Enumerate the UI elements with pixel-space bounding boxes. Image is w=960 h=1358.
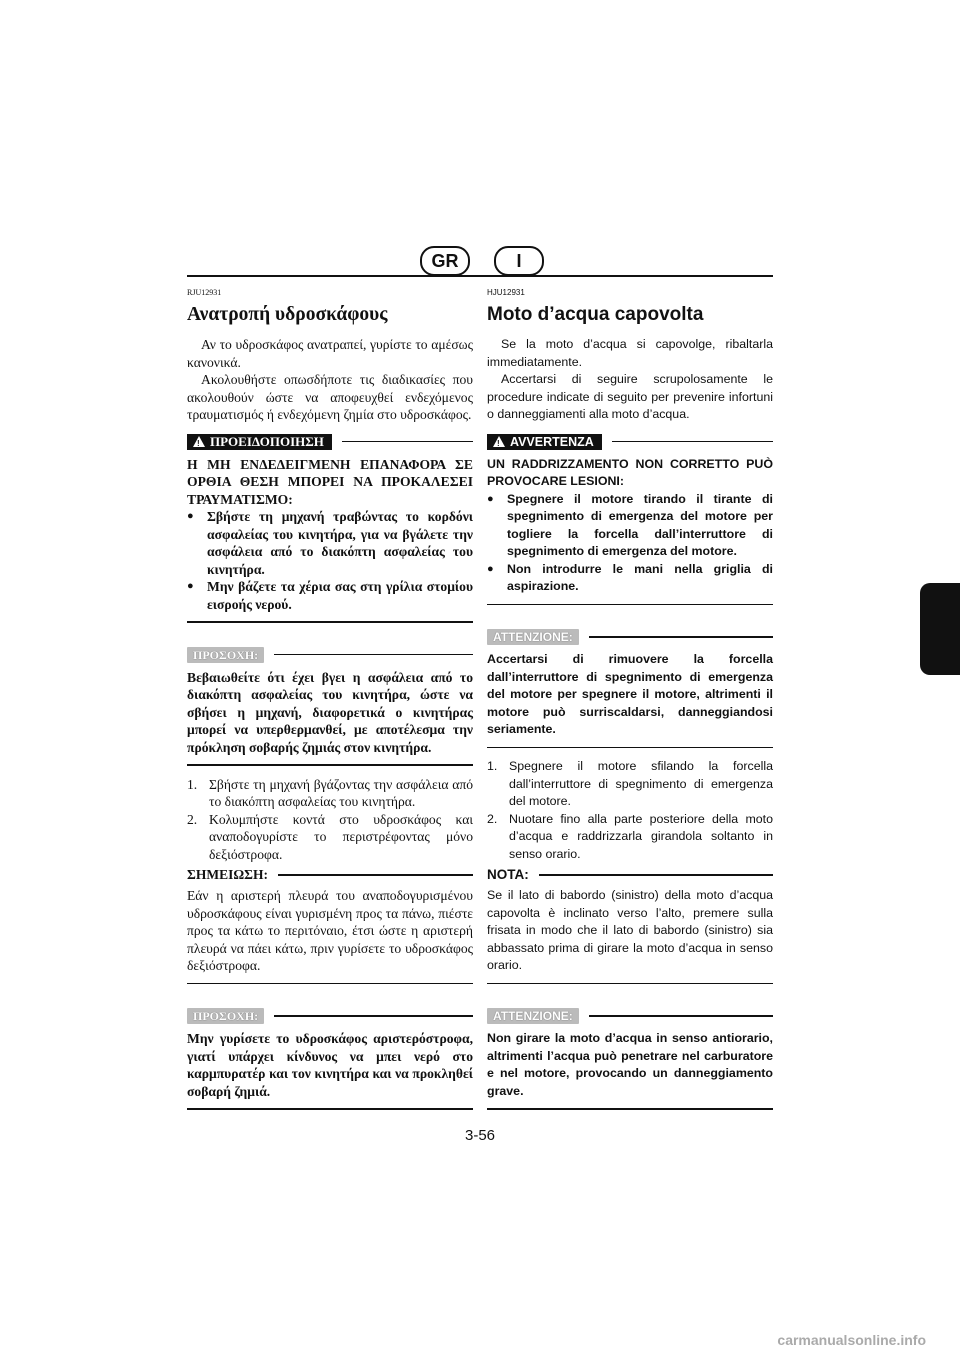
note-text: Εάν η αριστερή πλευρά του αναποδογυρισμένου υδροσκάφους είναι γυρισμένη προς τα πάνω, πιέστε προς τα κάτω το περιτόναιο, έτσι ώστε η αριστερή πλευρά να πάει κάτω, πριν γυρίσετε το υδροσκάφος δεξιόστροφα. bbox=[187, 888, 473, 973]
divider bbox=[187, 764, 473, 766]
steps-list bbox=[187, 776, 473, 864]
list-item: ● Μην βάζετε τα χέρια σας στη γρίλια στομίου εισροής νερού. bbox=[187, 578, 473, 613]
language-badge-it: I bbox=[494, 246, 544, 276]
warning-label: ΠΡΟΕΙΔΟΠΟΙΗΣΗ bbox=[210, 433, 324, 449]
warning-header bbox=[187, 434, 473, 450]
divider bbox=[487, 747, 773, 749]
paragraph: Se la moto d’acqua si capovolge, ribaltarla immediatamente. bbox=[487, 337, 773, 369]
caution-header bbox=[187, 647, 473, 663]
italian-column bbox=[487, 288, 773, 1110]
section-code: RJU12931 bbox=[187, 288, 222, 297]
caution-badge: ATTENZIONE: bbox=[487, 629, 579, 645]
note-header bbox=[487, 867, 773, 883]
warning-list bbox=[487, 491, 773, 596]
caution-text: Μην γυρίσετε το υδροσκάφος αριστερόστροφα, γιατί υπάρχει κίνδυνος να μπει νερό στο καρμπυρατέρ και τον κινητήρα και να προκληθεί σοβαρή ζημιά. bbox=[187, 1031, 473, 1099]
section-title: Moto d’acqua capovolta bbox=[487, 304, 704, 325]
warning-text: UN RADDRIZZAMENTO NON CORRETTO PUÒ PROVOCARE LESIONI: bbox=[487, 456, 773, 488]
caution-badge: ΠΡΟΣΟΧΗ: bbox=[187, 647, 264, 663]
caution-header bbox=[187, 1008, 473, 1024]
caution-badge: ATTENZIONE: bbox=[487, 1008, 579, 1024]
note-text: Se il lato di babordo (sinistro) della moto d’acqua capovolta è inclinato verso l’alto, premere sulla frisata in modo che il lato di babordo (sinistro) sia abbassato prima di girare la moto d’acqua in senso orario. bbox=[487, 888, 773, 972]
caution-text: Accertarsi di rimuovere la forcella dall’interruttore di spegnimento di emergenza del motore per spegnere il motore, altrimenti il motore può surriscaldarsi, danneggiandosi seriamente. bbox=[487, 652, 773, 736]
warning-badge bbox=[487, 434, 602, 450]
note-label: NOTA: bbox=[487, 867, 529, 882]
warning-list bbox=[187, 508, 473, 613]
warning-triangle-icon bbox=[493, 436, 505, 447]
divider bbox=[487, 1108, 773, 1110]
warning-label: AVVERTENZA bbox=[510, 434, 594, 449]
caution-text: Βεβαιωθείτε ότι έχει βγει η ασφάλεια από το διακόπτη ασφαλείας του κινητήρα, ώστε να σβήσει η μηχανή, διαφορετικά ο κινητήρας μπορεί να υπερθερμανθεί, με αποτέλεσμα την πρόκληση σοβαρής ζημιάς στον κινητήρα. bbox=[187, 669, 473, 755]
paragraph: Accertarsi di seguire scrupolosamente le procedure indicate di seguito per prevenire infortuni o danneggiamenti alla moto d’acqua. bbox=[487, 372, 773, 421]
list-item: ● Σβήστε τη μηχανή τραβώντας το κορδόνι ασφαλείας του κινητήρα, για να βγάλετε την ασφάλεια από το διακόπτη ασφαλείας του κινητήρα. bbox=[187, 508, 473, 578]
header-rule bbox=[187, 275, 773, 277]
greek-column bbox=[187, 288, 473, 1110]
page-number: 3-56 bbox=[464, 1127, 496, 1144]
note-label: ΣΗΜΕΙΩΣΗ: bbox=[187, 867, 268, 882]
caution-text: Non girare la moto d’acqua in senso antiorario, altrimenti l’acqua può penetrare nel carburatore e nel motore, provocando un danneggiamento grave. bbox=[487, 1031, 773, 1098]
warning-header bbox=[487, 434, 773, 450]
divider bbox=[187, 1108, 473, 1110]
paragraph: Ακολουθήστε οπωσδήποτε τις διαδικασίες που ακολουθούν ώστε να αποφευχθεί ενδεχόμενος τραυματισμός ή ενδεχόμενη ζημία στο υδροσκάφος. bbox=[187, 372, 473, 422]
warning-badge bbox=[187, 434, 332, 450]
paragraph: Αν το υδροσκάφος ανατραπεί, γυρίστε το αμέσως κανονικά. bbox=[187, 337, 473, 370]
caution-header bbox=[487, 629, 773, 645]
list-item: 2. Κολυμπήστε κοντά στο υδροσκάφος και αναποδογυρίστε το περιστρέφοντας μόνο δεξιόστροφα. bbox=[187, 811, 473, 862]
steps-list bbox=[487, 758, 773, 863]
list-item: ● Spegnere il motore tirando il tirante di spegnimento di emergenza del motore per togliere la forcella dall’interruttore di spegnimento di emergenza del motore. bbox=[487, 491, 773, 561]
chapter-tab bbox=[920, 583, 960, 675]
section-title: Ανατροπή υδροσκάφους bbox=[187, 304, 388, 325]
site-watermark[interactable]: carmanualsonline.info bbox=[777, 1332, 926, 1348]
language-badge-gr: GR bbox=[420, 246, 470, 276]
list-item: 1. Σβήστε τη μηχανή βγάζοντας την ασφάλεια από το διακόπτη ασφαλείας του κινητήρα. bbox=[187, 776, 473, 809]
caution-badge: ΠΡΟΣΟΧΗ: bbox=[187, 1008, 264, 1024]
warning-triangle-icon bbox=[193, 436, 205, 447]
section-code: HJU12931 bbox=[487, 288, 525, 297]
list-item: ● Non introdurre le mani nella griglia di aspirazione. bbox=[487, 561, 773, 596]
list-item: 1. Spegnere il motore sfilando la forcella dall’interruttore di spegnimento di emergenza del motore. bbox=[487, 759, 773, 808]
caution-header bbox=[487, 1008, 773, 1024]
note-header bbox=[187, 867, 473, 883]
list-item: 2. Nuotare fino alla parte posteriore della moto d’acqua e raddrizzarla girandola soltanto in senso orario. bbox=[487, 811, 773, 861]
warning-text: Η ΜΗ ΕΝΔΕΔΕΙΓΜΕΝΗ ΕΠΑΝΑΦΟΡΑ ΣΕ ΟΡΘΙΑ ΘΕΣΗ ΜΠΟΡΕΙ ΝΑ ΠΡΟΚΑΛΕΣΕΙ ΤΡΑΥΜΑΤΙΣΜΟ: bbox=[187, 456, 473, 507]
